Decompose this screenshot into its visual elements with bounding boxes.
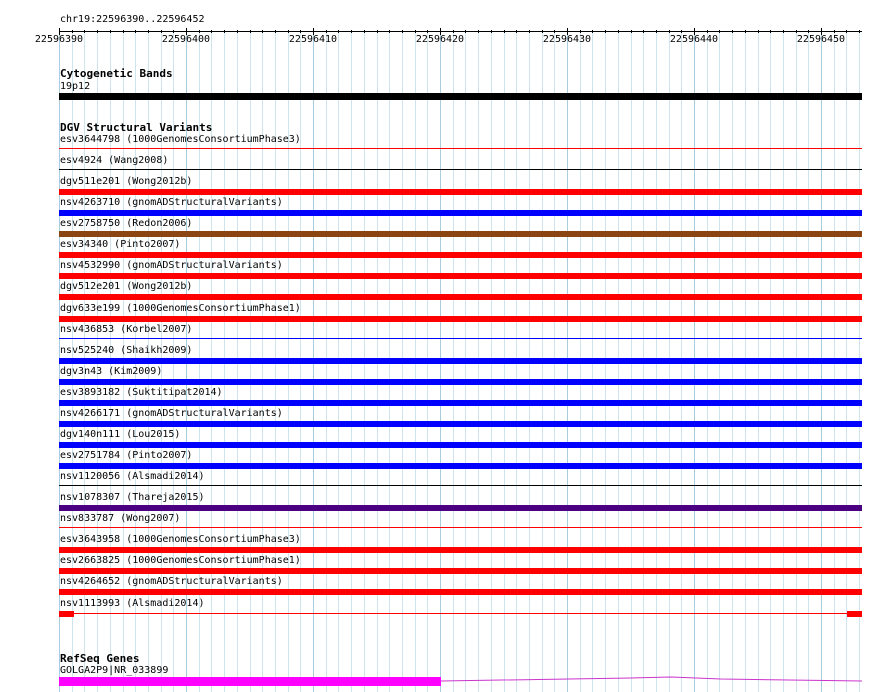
dgv-variant-label[interactable]: dgv3n43 (Kim2009) <box>60 366 163 377</box>
dgv-variant-bar[interactable] <box>59 442 862 448</box>
ruler-minor-tick <box>656 30 657 33</box>
ruler-minor-tick <box>288 30 289 33</box>
ruler-minor-tick <box>415 30 416 33</box>
ruler-minor-tick <box>592 30 593 33</box>
ruler-minor-tick <box>72 30 73 33</box>
refseq-track-title: RefSeq Genes <box>60 652 140 665</box>
ruler-minor-tick <box>478 30 479 33</box>
ruler-tick-label: 22596400 <box>161 34 211 45</box>
ruler-minor-tick <box>402 30 403 33</box>
ruler-tick-label: 22596440 <box>669 34 719 45</box>
refseq-gene-label[interactable]: GOLGA2P9|NR_033899 <box>60 665 169 676</box>
cytoband-track-title: Cytogenetic Bands <box>60 67 173 80</box>
ruler-minor-tick <box>465 30 466 33</box>
ruler-minor-tick <box>529 30 530 33</box>
dgv-variant-bar[interactable] <box>59 294 862 300</box>
dgv-variant-bar[interactable] <box>59 505 862 511</box>
ruler-minor-tick <box>758 30 759 33</box>
dgv-variant-bar[interactable] <box>59 379 862 385</box>
dgv-variant-line[interactable] <box>59 485 862 486</box>
ruler-minor-tick <box>732 30 733 33</box>
dgv-variant-label[interactable]: nsv1120056 (Alsmadi2014) <box>60 471 205 482</box>
dgv-variant-label[interactable]: esv3643958 (1000GenomesConsortiumPhase3) <box>60 534 301 545</box>
refseq-intron-line[interactable] <box>441 672 862 686</box>
ruler-minor-tick <box>326 30 327 33</box>
ruler-minor-tick <box>427 30 428 33</box>
dgv-variant-bar[interactable] <box>59 463 862 469</box>
ruler-minor-tick <box>110 30 111 33</box>
ruler-tick-label: 22596430 <box>542 34 592 45</box>
ruler-minor-tick <box>224 30 225 33</box>
dgv-variant-label[interactable]: nsv1113993 (Alsmadi2014) <box>60 598 205 609</box>
ruler-minor-tick <box>123 30 124 33</box>
ruler-tick-label: 22596410 <box>288 34 338 45</box>
dgv-variant-line[interactable] <box>59 169 862 170</box>
ruler-minor-tick <box>643 30 644 33</box>
dgv-variant-label[interactable]: dgv140n111 (Lou2015) <box>60 429 181 440</box>
dgv-variant-block[interactable] <box>59 611 74 617</box>
dgv-variant-label[interactable]: nsv4263710 (gnomADStructuralVariants) <box>60 197 283 208</box>
ruler-minor-tick <box>211 30 212 33</box>
ruler-minor-tick <box>834 30 835 33</box>
dgv-variant-line[interactable] <box>59 527 862 528</box>
ruler-minor-tick <box>364 30 365 33</box>
ruler-minor-tick <box>491 30 492 33</box>
ruler-minor-tick <box>542 30 543 33</box>
dgv-variant-label[interactable]: nsv436853 (Korbel2007) <box>60 324 193 335</box>
ruler-minor-tick <box>796 30 797 33</box>
ruler-minor-tick <box>338 30 339 33</box>
dgv-variant-bar[interactable] <box>59 400 862 406</box>
dgv-variant-label[interactable]: nsv525240 (Shaikh2009) <box>60 345 193 356</box>
dgv-variant-label[interactable]: esv3644798 (1000GenomesConsortiumPhase3) <box>60 134 301 145</box>
ruler-minor-tick <box>669 30 670 33</box>
dgv-variant-bar[interactable] <box>59 273 862 279</box>
ruler-minor-tick <box>84 30 85 33</box>
dgv-variant-line[interactable] <box>59 148 862 149</box>
dgv-variant-bar[interactable] <box>59 421 862 427</box>
dgv-variant-label[interactable]: esv2758750 (Redon2006) <box>60 218 193 229</box>
ruler-minor-tick <box>580 30 581 33</box>
dgv-variant-bar[interactable] <box>59 589 862 595</box>
dgv-variant-label[interactable]: dgv511e201 (Wong2012b) <box>60 176 193 187</box>
ruler-minor-tick <box>377 30 378 33</box>
dgv-variant-label[interactable]: nsv4264652 (gnomADStructuralVariants) <box>60 576 283 587</box>
ruler-tick-label: 22596390 <box>34 34 84 45</box>
ruler-minor-tick <box>707 30 708 33</box>
dgv-variant-line[interactable] <box>59 613 862 614</box>
ruler-minor-tick <box>770 30 771 33</box>
dgv-variant-label[interactable]: nsv1078307 (Thareja2015) <box>60 492 205 503</box>
ruler-tick-label: 22596420 <box>415 34 465 45</box>
ruler-minor-tick <box>783 30 784 33</box>
cytoband-label[interactable]: 19p12 <box>60 81 91 92</box>
ruler-tick-label: 22596450 <box>796 34 846 45</box>
dgv-variant-label[interactable]: nsv833787 (Wong2007) <box>60 513 181 524</box>
dgv-variant-label[interactable]: esv4924 (Wang2008) <box>60 155 169 166</box>
dgv-variant-bar[interactable] <box>59 547 862 553</box>
ruler-minor-tick <box>745 30 746 33</box>
dgv-variant-block[interactable] <box>847 611 862 617</box>
dgv-variant-label[interactable]: esv2751784 (Pinto2007) <box>60 450 193 461</box>
ruler-minor-tick <box>605 30 606 33</box>
ruler-minor-tick <box>161 30 162 33</box>
ruler-minor-tick <box>859 30 860 33</box>
dgv-variant-bar[interactable] <box>59 358 862 364</box>
dgv-variant-bar[interactable] <box>59 189 862 195</box>
ruler-minor-tick <box>300 30 301 33</box>
ruler-minor-tick <box>237 30 238 33</box>
ruler-title: chr19:22596390..22596452 <box>60 14 205 25</box>
dgv-variant-label[interactable]: nsv4266171 (gnomADStructuralVariants) <box>60 408 283 419</box>
ruler-minor-tick <box>554 30 555 33</box>
ruler-axis <box>59 31 862 32</box>
dgv-variant-label[interactable]: esv3893182 (Suktitipat2014) <box>60 387 223 398</box>
refseq-exon-bar[interactable] <box>59 677 441 686</box>
dgv-variant-bar[interactable] <box>59 568 862 574</box>
dgv-variant-label[interactable]: esv2663825 (1000GenomesConsortiumPhase1) <box>60 555 301 566</box>
ruler-minor-tick <box>719 30 720 33</box>
ruler-minor-tick <box>351 30 352 33</box>
dgv-track-title: DGV Structural Variants <box>60 121 213 134</box>
ruler-minor-tick <box>618 30 619 33</box>
ruler-minor-tick <box>808 30 809 33</box>
dgv-variant-bar[interactable] <box>59 231 862 237</box>
ruler-minor-tick <box>173 30 174 33</box>
ruler-minor-tick <box>389 30 390 33</box>
ruler-minor-tick <box>631 30 632 33</box>
ruler-minor-tick <box>199 30 200 33</box>
ruler-minor-tick <box>135 30 136 33</box>
ruler-minor-tick <box>250 30 251 33</box>
dgv-variant-label[interactable]: dgv512e201 (Wong2012b) <box>60 281 193 292</box>
ruler-minor-tick <box>846 30 847 33</box>
ruler-minor-tick <box>453 30 454 33</box>
dgv-variant-bar[interactable] <box>59 210 862 216</box>
ruler-minor-tick <box>275 30 276 33</box>
dgv-variant-label[interactable]: esv34340 (Pinto2007) <box>60 239 181 250</box>
dgv-variant-label[interactable]: dgv633e199 (1000GenomesConsortiumPhase1) <box>60 303 301 314</box>
ruler-minor-tick <box>97 30 98 33</box>
cytoband-bar[interactable] <box>59 93 862 100</box>
dgv-variant-label[interactable]: nsv4532990 (gnomADStructuralVariants) <box>60 260 283 271</box>
ruler-minor-tick <box>516 30 517 33</box>
ruler-minor-tick <box>504 30 505 33</box>
dgv-variant-bar[interactable] <box>59 316 862 322</box>
ruler-minor-tick <box>148 30 149 33</box>
ruler-minor-tick <box>262 30 263 33</box>
dgv-variant-line[interactable] <box>59 338 862 339</box>
dgv-variant-bar[interactable] <box>59 252 862 258</box>
ruler-minor-tick <box>681 30 682 33</box>
